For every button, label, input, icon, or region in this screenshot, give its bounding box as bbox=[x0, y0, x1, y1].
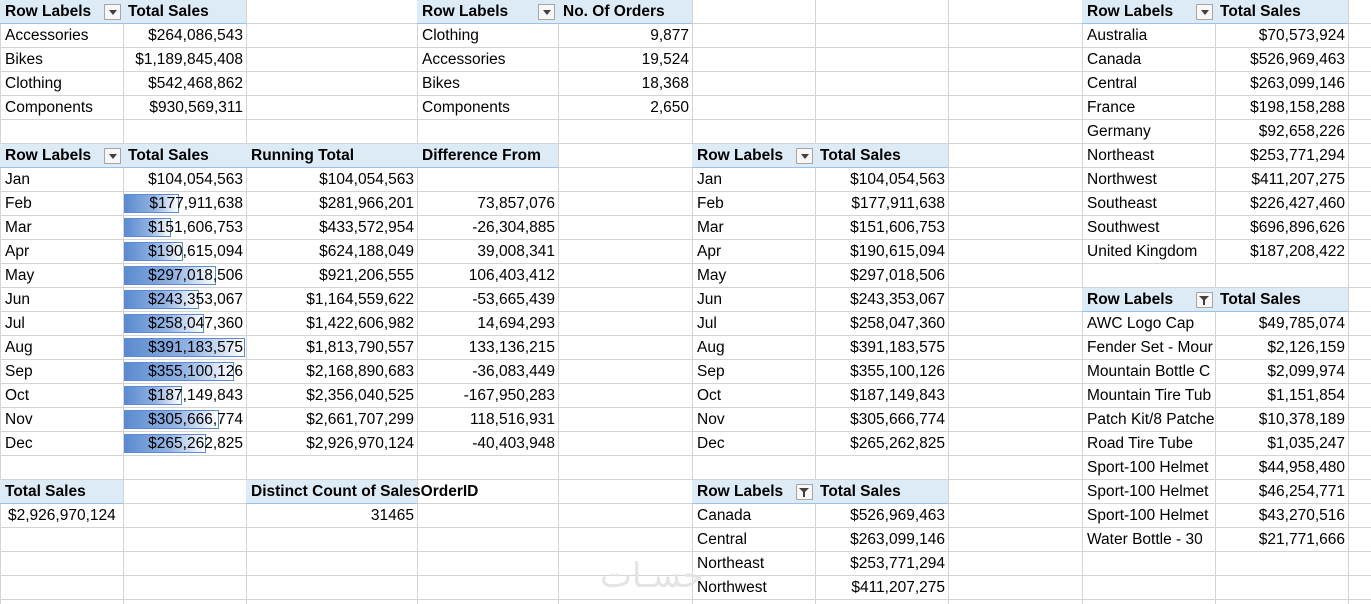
row-value[interactable]: $2,126,159 bbox=[1267, 339, 1345, 356]
row-label[interactable]: Clothing bbox=[5, 75, 62, 92]
row-value-text: $391,183,575 bbox=[148, 339, 243, 356]
row-value[interactable]: 2,650 bbox=[650, 99, 689, 116]
row-label[interactable]: United Kingdom bbox=[1087, 243, 1198, 260]
row-value[interactable]: 9,877 bbox=[650, 27, 689, 44]
difference-value[interactable]: 39,008,341 bbox=[477, 243, 555, 260]
row-label[interactable]: Jan bbox=[697, 171, 722, 188]
row-value[interactable]: $92,658,226 bbox=[1258, 123, 1345, 140]
distinct-count-header[interactable]: Distinct Count of SalesOrderID bbox=[246, 480, 417, 504]
row-value[interactable]: $49,785,074 bbox=[1258, 315, 1345, 332]
watermark-logo: حسـات bbox=[600, 556, 704, 596]
row-label[interactable]: Feb bbox=[5, 195, 32, 212]
filter-dropdown-icon[interactable] bbox=[796, 148, 813, 164]
difference-value[interactable]: 106,403,412 bbox=[468, 267, 555, 284]
row-value-with-databar[interactable] bbox=[123, 264, 246, 288]
row-value[interactable]: 18,368 bbox=[641, 75, 689, 92]
row-value-text: $151,606,753 bbox=[148, 219, 243, 236]
filter-dropdown-icon[interactable] bbox=[104, 4, 121, 20]
gridline-vertical bbox=[948, 0, 949, 604]
row-value[interactable]: $1,035,247 bbox=[1267, 435, 1345, 452]
row-value[interactable]: $930,569,311 bbox=[149, 99, 243, 116]
row-label[interactable]: Sport-100 Helmet bbox=[1087, 459, 1209, 476]
difference-value[interactable]: -26,304,885 bbox=[472, 219, 555, 236]
row-label[interactable]: Mountain Bottle C bbox=[1087, 363, 1211, 380]
row-label[interactable]: Sep bbox=[5, 363, 33, 380]
difference-value[interactable] bbox=[417, 168, 558, 192]
row-label[interactable]: Mar bbox=[697, 219, 724, 236]
row-value[interactable]: $1,151,854 bbox=[1267, 387, 1345, 404]
running-total-value[interactable]: $2,168,890,683 bbox=[306, 363, 414, 380]
row-value[interactable]: $177,911,638 bbox=[851, 195, 945, 212]
row-value[interactable]: $264,086,543 bbox=[148, 27, 243, 44]
row-value[interactable]: $411,207,275 bbox=[1251, 171, 1345, 188]
row-label[interactable]: Canada bbox=[1087, 51, 1142, 68]
row-label[interactable]: Accessories bbox=[5, 27, 89, 44]
row-value[interactable]: $190,615,094 bbox=[850, 243, 945, 260]
row-label[interactable]: Apr bbox=[5, 243, 30, 260]
running-total-value[interactable]: $1,813,790,557 bbox=[306, 339, 414, 356]
row-value[interactable]: $526,969,463 bbox=[1250, 51, 1345, 68]
row-label[interactable]: Components bbox=[422, 99, 510, 116]
row-value-text: $177,911,638 bbox=[149, 195, 243, 212]
row-label[interactable]: Sport-100 Helmet bbox=[1087, 507, 1209, 524]
running-total-value[interactable]: $624,188,049 bbox=[319, 243, 414, 260]
pivot-header-row-labels[interactable]: Row Labels bbox=[692, 480, 815, 504]
pivot-header-total-sales[interactable]: Total Sales bbox=[815, 480, 948, 504]
pivot-header-row-labels[interactable]: Row Labels bbox=[0, 144, 123, 168]
row-value-with-databar[interactable] bbox=[123, 360, 246, 384]
row-value[interactable]: $2,099,974 bbox=[1267, 363, 1345, 380]
row-label[interactable]: Mountain Tire Tub bbox=[1087, 387, 1212, 404]
running-total-value[interactable]: $2,356,040,525 bbox=[306, 387, 414, 404]
row-label[interactable]: Sport-100 Helmet bbox=[1087, 483, 1209, 500]
row-label[interactable]: Nov bbox=[697, 411, 725, 428]
row-label[interactable]: Accessories bbox=[422, 51, 506, 68]
row-value-with-databar[interactable] bbox=[123, 216, 246, 240]
row-label[interactable]: May bbox=[697, 267, 727, 284]
row-label[interactable]: Australia bbox=[1087, 27, 1148, 44]
row-label[interactable]: AWC Logo Cap bbox=[1087, 315, 1195, 332]
running-total-value[interactable]: $2,661,707,299 bbox=[306, 411, 414, 428]
total-sales-header[interactable]: Total Sales bbox=[0, 480, 123, 504]
pivot-header-row-labels[interactable]: Row Labels bbox=[692, 144, 815, 168]
row-value[interactable]: $263,099,146 bbox=[850, 531, 945, 548]
running-total-value[interactable]: $433,572,954 bbox=[319, 219, 414, 236]
row-value[interactable]: $243,353,067 bbox=[850, 291, 945, 308]
row-value[interactable]: $226,427,460 bbox=[1250, 195, 1345, 212]
row-value-text: $297,018,506 bbox=[148, 267, 243, 284]
filter-dropdown-icon[interactable] bbox=[1196, 4, 1213, 20]
row-label[interactable]: Canada bbox=[697, 507, 752, 524]
difference-value[interactable]: -53,665,439 bbox=[472, 291, 555, 308]
filter-applied-icon[interactable] bbox=[796, 484, 813, 500]
row-label[interactable]: France bbox=[1087, 99, 1136, 116]
row-label[interactable]: Feb bbox=[697, 195, 724, 212]
row-value[interactable]: $10,378,189 bbox=[1258, 411, 1345, 428]
row-value-text: $187,149,843 bbox=[148, 387, 243, 404]
difference-value[interactable]: 133,136,215 bbox=[468, 339, 555, 356]
pivot-header-total-sales[interactable]: Total Sales bbox=[1215, 0, 1348, 24]
running-total-value[interactable]: $1,164,559,622 bbox=[306, 291, 414, 308]
row-value[interactable]: $391,183,575 bbox=[850, 339, 945, 356]
row-label[interactable]: Dec bbox=[697, 435, 725, 452]
row-value[interactable]: $526,969,463 bbox=[850, 507, 945, 524]
pivot-header-row-labels[interactable]: Row Labels bbox=[1082, 0, 1215, 24]
running-total-value[interactable]: $921,206,555 bbox=[319, 267, 414, 284]
row-value-text: $104,054,563 bbox=[148, 171, 243, 188]
row-label[interactable]: Patch Kit/8 Patche bbox=[1087, 411, 1215, 428]
row-label[interactable]: Southwest bbox=[1087, 219, 1160, 236]
row-label[interactable]: Jul bbox=[5, 315, 25, 332]
row-value[interactable]: $187,208,422 bbox=[1250, 243, 1345, 260]
row-value-with-databar[interactable] bbox=[123, 288, 246, 312]
row-label[interactable]: Oct bbox=[5, 387, 30, 404]
row-label[interactable]: Jul bbox=[697, 315, 717, 332]
row-label[interactable]: Northwest bbox=[1087, 171, 1157, 188]
row-label[interactable]: Clothing bbox=[422, 27, 479, 44]
distinct-count-value[interactable]: 31465 bbox=[370, 507, 414, 524]
row-label[interactable]: Components bbox=[5, 99, 93, 116]
row-value-text: $265,262,825 bbox=[148, 435, 243, 452]
row-label[interactable]: Jun bbox=[697, 291, 722, 308]
pivot-header-total-sales[interactable]: Total Sales bbox=[123, 144, 246, 168]
running-total-value[interactable]: $104,054,563 bbox=[319, 171, 414, 188]
row-label[interactable]: Jan bbox=[5, 171, 30, 188]
row-label[interactable]: Central bbox=[697, 531, 747, 548]
row-label[interactable]: Apr bbox=[697, 243, 722, 260]
row-value[interactable]: $263,099,146 bbox=[1250, 75, 1345, 92]
row-value[interactable]: $187,149,843 bbox=[850, 387, 945, 404]
row-value-with-databar[interactable] bbox=[123, 168, 246, 192]
row-label[interactable]: May bbox=[5, 267, 35, 284]
row-value[interactable]: $355,100,126 bbox=[850, 363, 945, 380]
filter-applied-icon[interactable] bbox=[1196, 292, 1213, 308]
row-value[interactable]: $696,896,626 bbox=[1250, 219, 1345, 236]
difference-value[interactable]: -40,403,948 bbox=[472, 435, 555, 452]
difference-value[interactable]: 73,857,076 bbox=[477, 195, 555, 212]
row-label[interactable]: Nov bbox=[5, 411, 33, 428]
pivot-header-total-sales[interactable]: Total Sales bbox=[1215, 288, 1348, 312]
row-label[interactable]: Aug bbox=[5, 339, 33, 356]
row-label[interactable]: Germany bbox=[1087, 123, 1151, 140]
running-total-value[interactable]: $281,966,201 bbox=[319, 195, 414, 212]
row-label[interactable]: Road Tire Tube bbox=[1087, 435, 1193, 452]
row-value[interactable]: $265,262,825 bbox=[850, 435, 945, 452]
difference-value[interactable]: -36,083,449 bbox=[472, 363, 555, 380]
row-value-with-databar[interactable] bbox=[123, 432, 246, 456]
total-sales-value[interactable]: $2,926,970,124 bbox=[8, 507, 116, 524]
row-value-text: $243,353,067 bbox=[148, 291, 243, 308]
row-value[interactable]: $253,771,294 bbox=[850, 555, 945, 572]
row-value-with-databar[interactable] bbox=[123, 384, 246, 408]
pivot-header-total-sales[interactable]: Total Sales bbox=[123, 0, 246, 24]
pivot-header-total-sales[interactable]: Total Sales bbox=[815, 144, 948, 168]
row-label[interactable]: Northeast bbox=[1087, 147, 1155, 164]
row-value[interactable]: $411,207,275 bbox=[851, 579, 945, 596]
row-value[interactable]: $198,158,288 bbox=[1250, 99, 1345, 116]
row-label[interactable]: Fender Set - Mour bbox=[1087, 339, 1213, 356]
row-label[interactable]: Dec bbox=[5, 435, 33, 452]
running-total-value[interactable]: $2,926,970,124 bbox=[306, 435, 414, 452]
row-value-text: $258,047,360 bbox=[148, 315, 243, 332]
gridline-horizontal bbox=[0, 599, 1371, 600]
pivot-header-row-labels[interactable]: Row Labels bbox=[1082, 288, 1215, 312]
row-value[interactable]: $46,254,771 bbox=[1258, 483, 1345, 500]
row-label[interactable]: Aug bbox=[697, 339, 725, 356]
row-value[interactable]: $297,018,506 bbox=[850, 267, 945, 284]
row-value[interactable]: $1,189,845,408 bbox=[135, 51, 243, 68]
row-value[interactable]: $151,606,753 bbox=[850, 219, 945, 236]
row-label[interactable]: Oct bbox=[697, 387, 722, 404]
row-value[interactable]: $253,771,294 bbox=[1250, 147, 1345, 164]
pivot-header-running-total[interactable]: Running Total bbox=[246, 144, 417, 168]
pivot-header-difference-from[interactable]: Difference From bbox=[417, 144, 558, 168]
row-value-with-databar[interactable] bbox=[123, 192, 246, 216]
row-value[interactable]: $305,666,774 bbox=[850, 411, 945, 428]
row-value-text: $305,666,774 bbox=[148, 411, 243, 428]
row-label[interactable]: Sep bbox=[697, 363, 725, 380]
row-label[interactable]: Central bbox=[1087, 75, 1137, 92]
row-value-with-databar[interactable] bbox=[123, 240, 246, 264]
row-label[interactable]: Bikes bbox=[5, 51, 43, 68]
row-value-with-databar[interactable] bbox=[123, 336, 246, 360]
row-value[interactable]: $542,468,862 bbox=[148, 75, 243, 92]
difference-value[interactable]: 118,516,931 bbox=[469, 411, 555, 428]
row-label[interactable]: Bikes bbox=[422, 75, 460, 92]
row-value[interactable]: $70,573,924 bbox=[1258, 27, 1345, 44]
row-value[interactable]: $44,958,480 bbox=[1258, 459, 1345, 476]
row-value[interactable]: $104,054,563 bbox=[850, 171, 945, 188]
difference-value[interactable]: 14,694,293 bbox=[477, 315, 555, 332]
row-value[interactable]: $43,270,516 bbox=[1258, 507, 1345, 524]
row-value-text: $190,615,094 bbox=[148, 243, 243, 260]
row-label[interactable]: Northeast bbox=[697, 555, 765, 572]
row-value-with-databar[interactable] bbox=[123, 312, 246, 336]
filter-dropdown-icon[interactable] bbox=[538, 4, 555, 20]
row-label[interactable]: Southeast bbox=[1087, 195, 1157, 212]
row-value-text: $355,100,126 bbox=[148, 363, 243, 380]
row-label[interactable]: Water Bottle - 30 bbox=[1087, 531, 1203, 548]
row-value-with-databar[interactable] bbox=[123, 408, 246, 432]
row-label[interactable]: Jun bbox=[5, 291, 30, 308]
running-total-value[interactable]: $1,422,606,982 bbox=[306, 315, 414, 332]
row-label[interactable]: Northwest bbox=[697, 579, 767, 596]
row-label[interactable]: Mar bbox=[5, 219, 32, 236]
pivot-header-row-labels[interactable]: Row Labels bbox=[0, 0, 123, 24]
row-value[interactable]: 19,524 bbox=[641, 51, 689, 68]
row-value[interactable]: $21,771,666 bbox=[1258, 531, 1345, 548]
difference-value[interactable]: -167,950,283 bbox=[463, 387, 555, 404]
pivot-header-orders[interactable]: No. Of Orders bbox=[558, 0, 692, 24]
row-value[interactable]: $258,047,360 bbox=[850, 315, 945, 332]
gridline-vertical bbox=[1348, 0, 1349, 604]
filter-dropdown-icon[interactable] bbox=[104, 148, 121, 164]
pivot-header-row-labels[interactable]: Row Labels bbox=[417, 0, 558, 24]
